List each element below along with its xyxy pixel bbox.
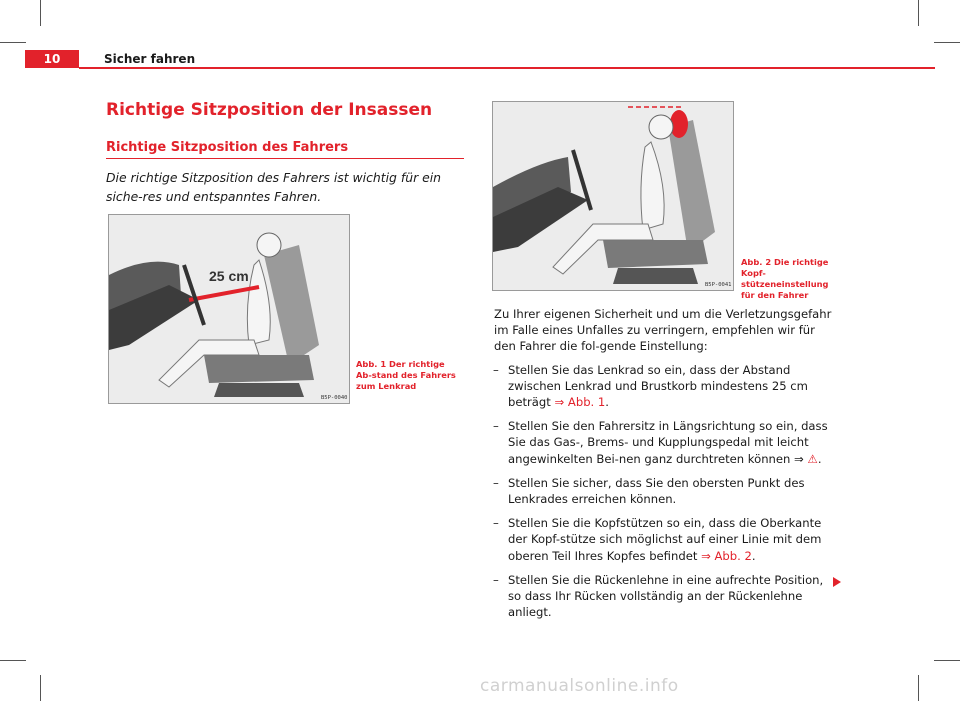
figure-reference-link[interactable]: ⇒ Abb. 2 xyxy=(701,548,752,563)
crop-mark xyxy=(918,675,919,701)
figure-code: B5P-0040 xyxy=(321,395,348,401)
headrest-illustration xyxy=(493,102,733,290)
crop-mark xyxy=(0,660,26,661)
page-number: 10 xyxy=(25,50,79,68)
list-item: – Stellen Sie das Lenkrad so ein, dass der Abstand zwischen Lenkrad und Brustkorb mindestens 25 cm beträgt ⇒ Abb. 1. xyxy=(493,362,808,410)
driver-distance-illustration xyxy=(109,215,349,403)
warning-icon[interactable]: ⚠ xyxy=(807,451,818,466)
crop-mark xyxy=(918,0,919,26)
list-item: – Stellen Sie sicher, dass Sie den obersten Punkt des Lenkrades erreichen können. xyxy=(493,475,805,507)
crop-mark xyxy=(934,660,960,661)
measure-label: 25 cm xyxy=(209,268,249,284)
crop-mark xyxy=(0,42,26,43)
intro-text: Die richtige Sitzposition des Fahrers ist wichtig für ein siche-res und entspanntes Fahren. xyxy=(106,170,442,204)
figure2-caption: Abb. 2 Die richtige Kopf-stützeneinstellung für den Fahrer xyxy=(741,257,829,300)
crop-mark xyxy=(934,42,960,43)
subsection-title: Richtige Sitzposition des Fahrers xyxy=(106,140,349,155)
crop-mark xyxy=(40,0,41,26)
chapter-title: Sicher fahren xyxy=(104,52,196,66)
figure-code: B5P-0041 xyxy=(705,282,732,288)
subsection-rule xyxy=(106,158,464,159)
figure-driver-distance xyxy=(108,214,350,404)
figure-reference-link[interactable]: ⇒ Abb. 1 xyxy=(554,395,606,410)
list-item: – Stellen Sie den Fahrersitz in Längsrichtung so ein, dass Sie das Gas-, Brems- und Kupplungspedal mit leicht angewinkelten Bei-nen ganz durchtreten können ⇒ ⚠. xyxy=(493,419,828,466)
header-rule xyxy=(79,67,935,69)
list-item: – Stellen Sie die Kopfstützen so ein, dass die Oberkante der Kopf-stütze sich möglichst auf einer Linie mit dem oberen Teil Ihres Kopfes befindet ⇒ Abb. 2. xyxy=(493,516,822,563)
figure-headrest xyxy=(492,101,734,291)
watermark: carmanualsonline.info xyxy=(480,676,679,696)
section-title: Richtige Sitzposition der Insassen xyxy=(106,100,433,120)
figure1-caption: Abb. 1 Der richtige Ab-stand des Fahrers zum Lenkrad xyxy=(356,359,456,391)
instruction-list xyxy=(494,362,839,621)
body-text xyxy=(494,306,839,628)
list-item: – Stellen Sie die Rückenlehne in eine aufrechte Position, so dass Ihr Rücken vollständig an der Rückenlehne anliegt. xyxy=(493,572,824,620)
crop-mark xyxy=(40,675,41,701)
body-intro: Zu Ihrer eigenen Sicherheit und um die Verletzungsgefahr im Falle eines Unfalles zu verringern, empfehlen wir für den Fahrer die fol-gende Einstellung: xyxy=(494,307,832,354)
continue-arrow-icon xyxy=(833,577,841,587)
